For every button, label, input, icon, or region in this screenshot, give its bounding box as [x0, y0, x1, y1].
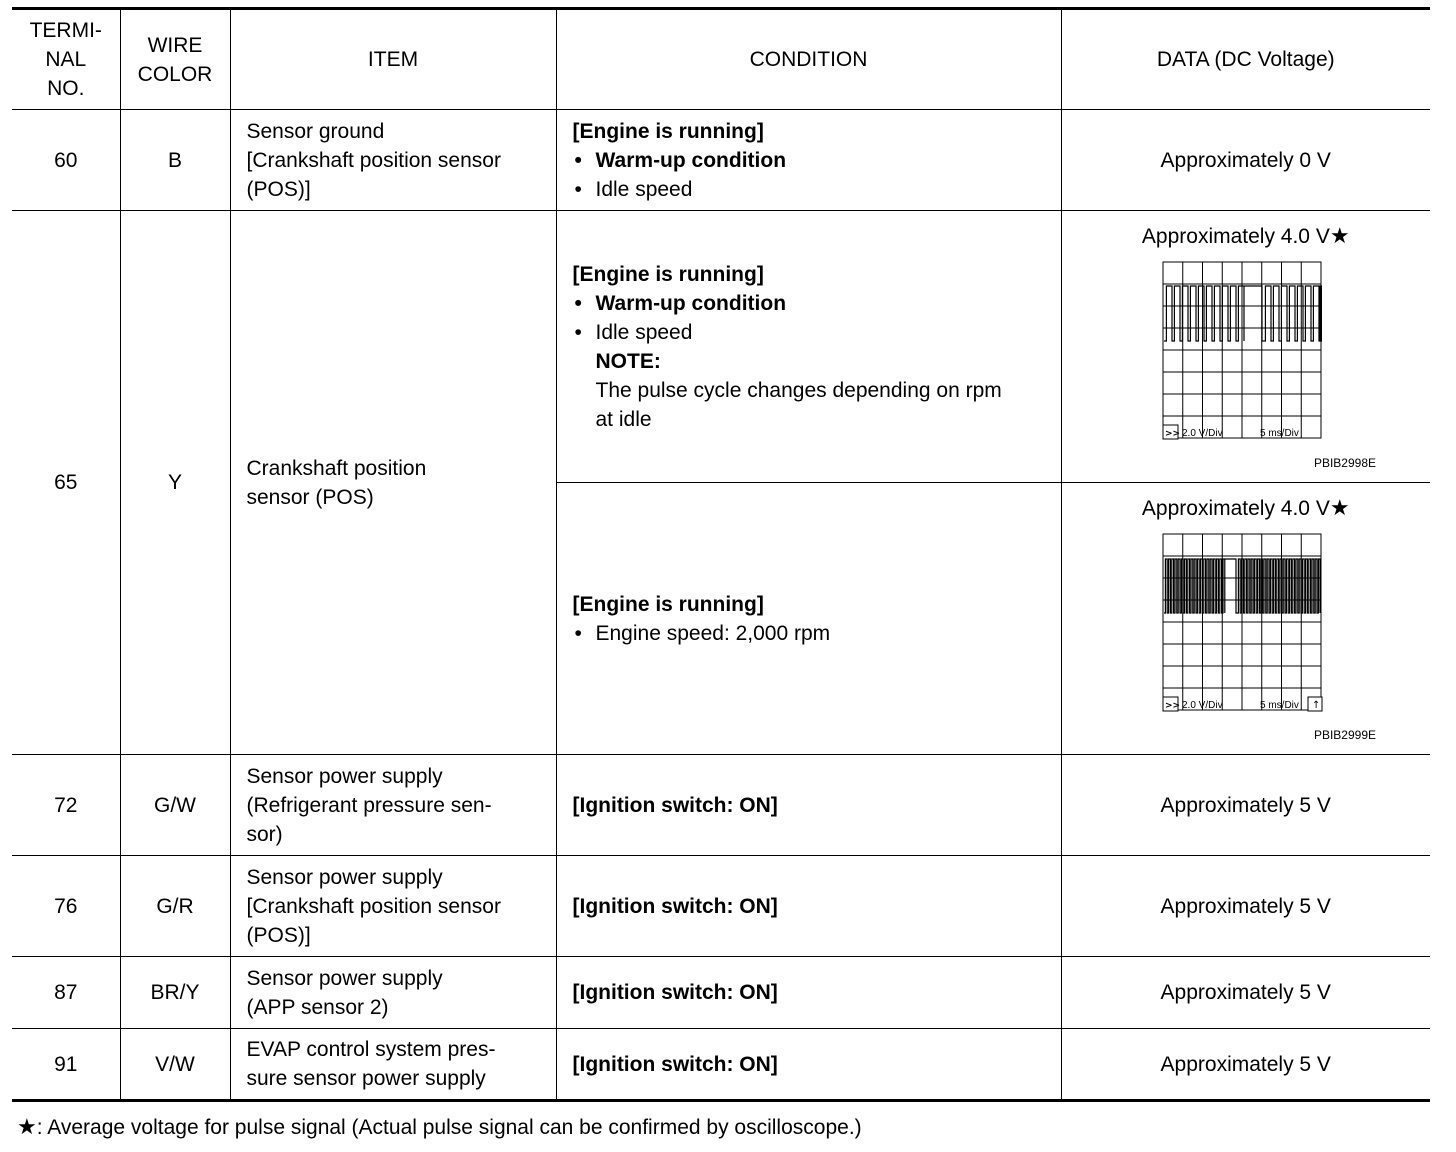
condition-cell	[556, 211, 1061, 483]
figure-code: PBIB2998E	[1313, 456, 1376, 470]
item-line: Sensor power supply	[246, 966, 443, 990]
svg-text:>>: >>	[1164, 701, 1180, 711]
item-line: (Refrigerant pressure sen-	[246, 793, 492, 817]
table-row	[12, 110, 1430, 211]
data-value-text: Approximately 4.0 V	[1141, 497, 1330, 520]
condition-title: [Engine is running]	[572, 592, 764, 616]
item-line: Sensor power supply	[246, 865, 443, 889]
condition-title: [Engine is running]	[572, 262, 764, 286]
terminal-no: 76	[12, 856, 120, 957]
wire-color: V/W	[120, 1029, 230, 1101]
condition-bullet: • Idle speed	[573, 175, 1051, 204]
table-header-row	[12, 9, 1430, 110]
data-cell: Approximately 5 V	[1061, 957, 1430, 1029]
oscilloscope-waveform-2000rpm	[1162, 533, 1324, 713]
table-row	[12, 1029, 1430, 1101]
header-terminal	[12, 9, 120, 110]
item-line: sensor (POS)	[246, 485, 374, 509]
wire-color: G/W	[120, 755, 230, 856]
wire-color: G/R	[120, 856, 230, 957]
svg-text:↑: ↑	[1311, 700, 1320, 711]
scope-time-label: 5 ms/Div	[1259, 428, 1299, 439]
header-wire-line: WIRE	[147, 33, 203, 57]
terminal-no: 91	[12, 1029, 120, 1101]
terminal-spec-table	[12, 7, 1430, 1102]
condition-cell: [Ignition switch: ON]	[556, 957, 1061, 1029]
terminal-no: 87	[12, 957, 120, 1029]
header-terminal-line: NO.	[47, 77, 85, 100]
data-value	[1062, 493, 1431, 523]
data-cell: Approximately 5 V	[1061, 755, 1430, 856]
terminal-no: 65	[12, 211, 120, 755]
header-item: ITEM	[230, 9, 556, 110]
footnote	[17, 1112, 862, 1142]
condition-cell: [Ignition switch: ON]	[556, 1029, 1061, 1101]
item-line: EVAP control system pres-	[246, 1038, 496, 1061]
svg-text:>>: >>	[1164, 429, 1180, 439]
terminal-no: 72	[12, 755, 120, 856]
figure-code: PBIB2999E	[1313, 728, 1376, 742]
terminal-no: 60	[12, 110, 120, 211]
header-terminal-line: TERMI-	[29, 19, 102, 42]
item-cell	[230, 1029, 556, 1101]
scope-time-label: 5 ms/Div	[1259, 700, 1299, 711]
item-line: [Crankshaft position sensor	[246, 894, 501, 918]
item-line: Crankshaft position	[246, 456, 427, 480]
data-cell: Approximately 5 V	[1061, 856, 1430, 957]
condition-title: [Engine is running]	[572, 119, 764, 143]
condition-bullet: • Warm-up condition	[573, 146, 1051, 175]
item-line: (APP sensor 2)	[246, 995, 389, 1019]
condition-cell	[556, 110, 1061, 211]
data-cell: Approximately 5 V	[1061, 1029, 1430, 1101]
table-row	[12, 755, 1430, 856]
table-row	[12, 211, 1430, 483]
scope-volts-label: 2.0 V/Div	[1181, 428, 1223, 439]
item-line: sor)	[246, 822, 283, 846]
table-row	[12, 957, 1430, 1029]
star-icon: ★	[1329, 223, 1350, 248]
header-wire-color	[120, 9, 230, 110]
item-line: (POS)]	[246, 177, 311, 201]
condition-cell	[556, 483, 1061, 755]
condition-bullet: • Engine speed: 2,000 rpm	[573, 619, 1051, 648]
note-title: NOTE:	[595, 349, 661, 373]
item-cell	[230, 211, 556, 755]
wire-color: BR/Y	[120, 957, 230, 1029]
condition-bullet: • Idle speed	[573, 318, 1051, 347]
footnote-text: : Average voltage for pulse signal (Actual pulse signal can be confirmed by oscilloscope.)	[36, 1116, 862, 1139]
item-cell	[230, 110, 556, 211]
header-wire-line: COLOR	[137, 62, 213, 86]
scope-volts-label: 2.0 V/Div	[1181, 700, 1223, 711]
data-cell	[1061, 483, 1430, 755]
table-row	[12, 856, 1430, 957]
condition-bullet: • Warm-up condition	[573, 289, 1051, 318]
item-cell	[230, 856, 556, 957]
item-cell	[230, 957, 556, 1029]
item-line: Sensor ground	[246, 119, 385, 143]
oscilloscope-waveform-idle	[1162, 261, 1324, 441]
item-cell	[230, 755, 556, 856]
data-cell: Approximately 0 V	[1061, 110, 1430, 211]
item-line: [Crankshaft position sensor	[246, 148, 501, 172]
item-line: (POS)]	[246, 923, 311, 947]
condition-cell: [Ignition switch: ON]	[556, 755, 1061, 856]
header-terminal-line: NAL	[45, 48, 87, 71]
condition-cell: [Ignition switch: ON]	[556, 856, 1061, 957]
header-data: DATA (DC Voltage)	[1061, 9, 1430, 110]
wire-color: Y	[120, 211, 230, 755]
data-cell	[1061, 211, 1430, 483]
note-text: The pulse cycle changes depending on rpm	[595, 378, 1002, 402]
item-line: sure sensor power supply	[246, 1067, 486, 1090]
star-icon: ★	[17, 1114, 37, 1139]
item-line: Sensor power supply	[246, 764, 443, 788]
header-condition: CONDITION	[556, 9, 1061, 110]
data-value	[1062, 221, 1431, 251]
star-icon: ★	[1329, 495, 1350, 520]
note-text: at idle	[595, 407, 652, 431]
wire-color: B	[120, 110, 230, 211]
data-value-text: Approximately 4.0 V	[1141, 225, 1330, 248]
